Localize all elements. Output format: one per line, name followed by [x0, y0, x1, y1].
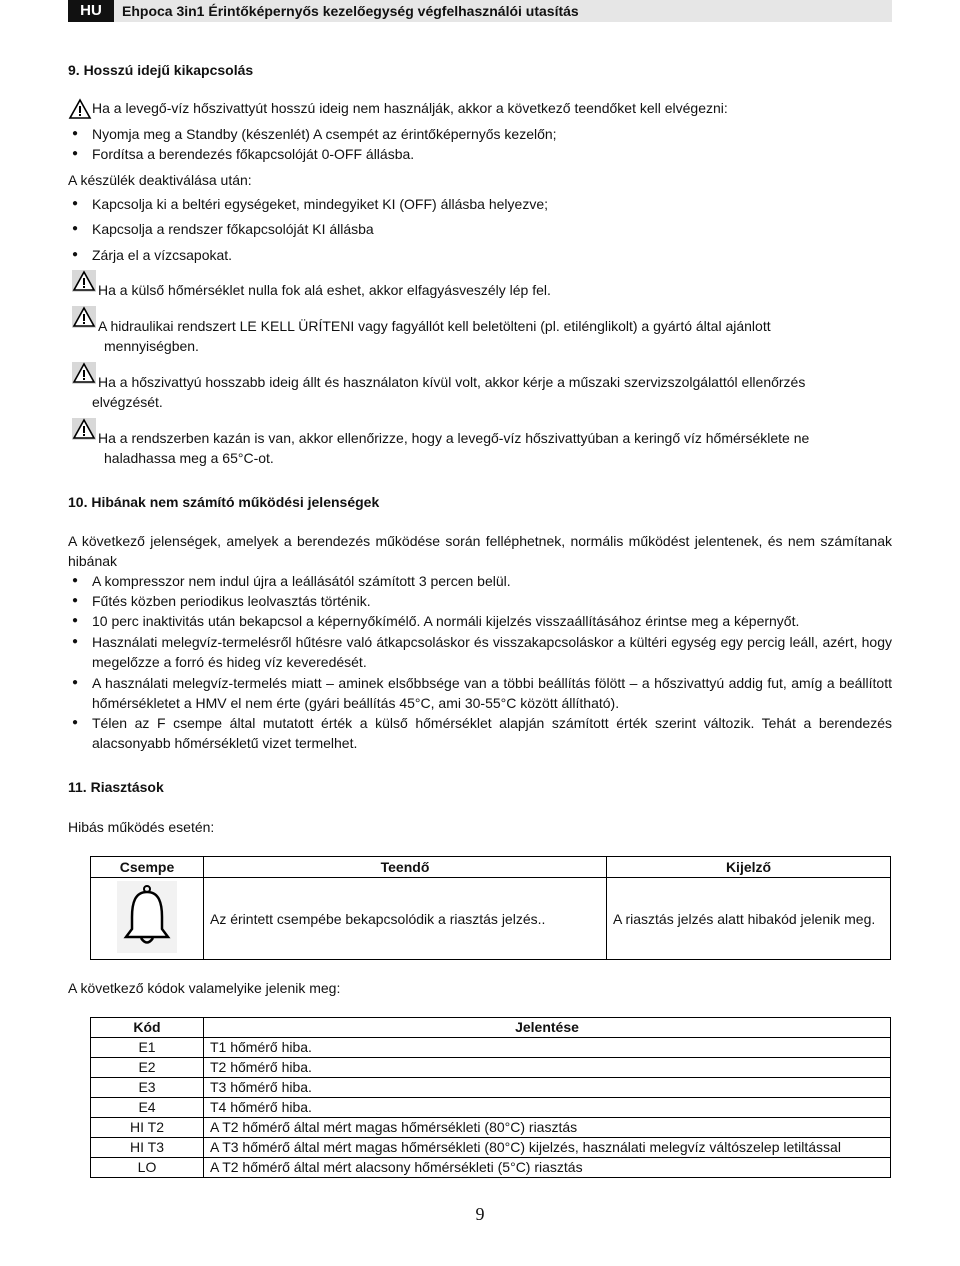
- faulty-operation-label: Hibás működés esetén:: [68, 819, 215, 835]
- warning-text: Ha a rendszerben kazán is van, akkor ellenőrizze, hogy a levegő-víz hőszivattyúban a keringő víz hőmérséklete ne: [98, 430, 810, 446]
- table-row: [91, 1098, 891, 1118]
- list-item: Zárja el a vízcsapokat.: [92, 247, 233, 263]
- section-9-heading: 9. Hosszú idejű kikapcsolás: [68, 62, 254, 78]
- code-cell: HI T2: [91, 1118, 204, 1138]
- code-cell: HI T3: [91, 1138, 204, 1158]
- code-cell: LO: [91, 1158, 204, 1178]
- warning-icon: [72, 418, 96, 440]
- warning-icon: [68, 98, 92, 120]
- code-cell: E1: [91, 1038, 204, 1058]
- column-header: Jelentése: [204, 1018, 891, 1038]
- meaning-cell: T3 hőmérő hiba.: [204, 1078, 891, 1098]
- meaning-cell: A T2 hőmérő által mért magas hőmérsékleti (80°C) riasztás: [204, 1118, 891, 1138]
- deactivation-label: A készülék deaktiválása után:: [68, 172, 252, 188]
- warning-text: Ha a hőszivattyú hosszabb ideig állt és használaton kívül volt, akkor kérje a műszaki szervizszolgálattól ellenőrzés: [98, 374, 806, 390]
- list-item: Használati melegvíz-termelésről hűtésre való átkapcsoláskor és visszakapcsoláskor a kültéri egység egy percig leáll, azért, hogy megelőzze a forró és hideg víz keveredését.: [92, 634, 892, 670]
- warning-intro: Ha a levegő-víz hőszivattyút hosszú ideig nem használják, akkor a következő teendőket kell elvégezni:: [92, 100, 728, 116]
- bullet-dot: ●: [72, 677, 79, 688]
- meaning-cell: A T2 hőmérő által mért alacsony hőmérsékleti (5°C) riasztás: [204, 1158, 891, 1178]
- column-header: Kód: [91, 1018, 204, 1038]
- action-cell: Az érintett csempébe bekapcsolódik a riasztás jelzés..: [204, 878, 607, 960]
- table-row: [91, 1138, 891, 1158]
- bullet-dot: ●: [72, 223, 79, 234]
- table-row: [91, 1058, 891, 1078]
- table-row: [91, 1118, 891, 1138]
- list-item: Télen az F csempe által mutatott érték a külső hőmérséklet alapján számított érték szerint változik. Tehát a berendezés alacsonyabb hőmérsékletű vizet termelhet.: [92, 715, 892, 751]
- meaning-cell: T2 hőmérő hiba.: [204, 1058, 891, 1078]
- list-item: 10 perc inaktivitás után bekapcsol a képernyőkímélő. A normáli kijelzés visszaállításához érintse meg a képernyőt.: [92, 613, 800, 629]
- section-10-intro: A következő jelenségek, amelyek a berendezés működése során felléphetnek, normális működést jelentenek, és nem számítanak hibának: [68, 533, 892, 569]
- warning-icon: [72, 306, 96, 328]
- table-row: [91, 1038, 891, 1058]
- warning-icon: [72, 270, 96, 292]
- warning-text-cont: elvégzését.: [92, 394, 163, 410]
- column-header: Kijelző: [607, 857, 891, 878]
- warning-text: A hidraulikai rendszert LE KELL ÜRÍTENI vagy fagyállót kell beletölteni (pl. etilénglikolt) a gyártó által ajánlott: [98, 318, 771, 334]
- code-cell: E3: [91, 1078, 204, 1098]
- tile-cell: [91, 878, 204, 960]
- warning-icon: [72, 362, 96, 384]
- section-11-heading: 11. Riasztások: [68, 779, 164, 795]
- warning-text-cont: haladhassa meg a 65°C-ot.: [104, 450, 274, 466]
- column-header: Teendő: [204, 857, 607, 878]
- meaning-cell: A T3 hőmérő által mért magas hőmérsékleti (80°C) kijelzés, használati melegvíz váltószelep letiltással: [204, 1138, 891, 1158]
- list-item: Fordítsa a berendezés főkapcsolóját 0-OFF állásba.: [92, 146, 415, 162]
- warning-text-cont: mennyiségben.: [104, 338, 199, 354]
- bullet-dot: ●: [72, 595, 79, 606]
- document-title: Ehpoca 3in1 Érintőképernyős kezelőegység végfelhasználói utasítás: [122, 3, 579, 19]
- error-code-table: [90, 1017, 891, 1178]
- meaning-cell: T1 hőmérő hiba.: [204, 1038, 891, 1058]
- list-item: A kompresszor nem indul újra a leállásától számított 3 percen belül.: [92, 573, 511, 589]
- code-cell: E2: [91, 1058, 204, 1078]
- bullet-dot: ●: [72, 249, 79, 260]
- bullet-dot: ●: [72, 198, 79, 209]
- column-header: Csempe: [91, 857, 204, 878]
- list-item: Fűtés közben periodikus leolvasztás történik.: [92, 593, 371, 609]
- codes-label: A következő kódok valamelyike jelenik meg:: [68, 980, 341, 996]
- table-row: [91, 1158, 891, 1178]
- list-item: Kapcsolja a rendszer főkapcsolóját KI állásba: [92, 221, 374, 237]
- table-row: [91, 1078, 891, 1098]
- bullet-dot: ●: [72, 717, 79, 728]
- bullet-dot: ●: [72, 575, 79, 586]
- alarm-tile-table: [90, 856, 891, 960]
- bullet-dot: ●: [72, 615, 79, 626]
- page-number: 9: [475, 1204, 485, 1224]
- meaning-cell: T4 hőmérő hiba.: [204, 1098, 891, 1118]
- display-cell: A riasztás jelzés alatt hibakód jelenik meg.: [607, 878, 891, 960]
- list-item: Nyomja meg a Standby (készenlét) A csempét az érintőképernyős kezelőn;: [92, 126, 557, 142]
- warning-text: Ha a külső hőmérséklet nulla fok alá eshet, akkor elfagyásveszély lép fel.: [98, 282, 551, 298]
- language-tag: HU: [68, 0, 114, 22]
- bullet-dot: ●: [72, 148, 79, 159]
- bullet-dot: ●: [72, 636, 79, 647]
- document-header: [68, 0, 892, 22]
- list-item: A használati melegvíz-termelés miatt – aminek elsőbbsége van a többi beállítás fölött – a hőszivattyú addig fut, amíg a beállított hőmérsékletet a HMV el nem érte (gyári beállítás 45°C, ami 30-55°C között állítható).: [92, 675, 892, 711]
- bullet-dot: ●: [72, 128, 79, 139]
- bell-icon: [117, 881, 177, 953]
- code-cell: E4: [91, 1098, 204, 1118]
- section-10-heading: 10. Hibának nem számító működési jelenségek: [68, 494, 380, 510]
- list-item: Kapcsolja ki a beltéri egységeket, mindegyiket KI (OFF) állásba helyezve;: [92, 196, 548, 212]
